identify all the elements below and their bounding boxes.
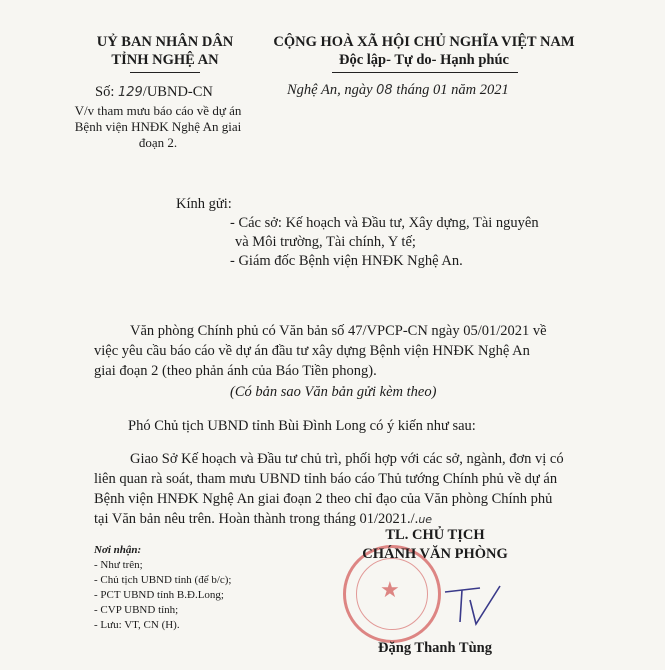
body-p2: Phó Chủ tịch UBND tỉnh Bùi Đình Long có ý kiến như sau: xyxy=(128,418,476,434)
motto-underline xyxy=(332,72,518,73)
recipients-line2: và Môi trường, Tài chính, Y tế; xyxy=(235,234,416,250)
seal-star-icon: ★ xyxy=(380,578,400,603)
signature-stroke xyxy=(445,586,500,624)
body-p1-line3: giai đoạn 2 (theo phản ánh của Báo Tiền phong). xyxy=(94,363,377,379)
body-p1-note: (Có bản sao Văn bản gửi kèm theo) xyxy=(230,384,437,400)
body-p3-line2: liên quan rà soát, tham mưu UBND tỉnh báo cáo Thủ tướng Chính phủ về dự án xyxy=(94,471,558,487)
body-p3-line3: Bệnh viện HNĐK Nghệ An giai đoạn 2 theo chỉ đạo của Văn phòng Chính phủ xyxy=(94,491,553,507)
recipients-label: Kính gửi: xyxy=(176,196,232,212)
handwritten-signature xyxy=(440,580,520,630)
date-year: 2021 xyxy=(479,82,509,98)
document-date xyxy=(287,82,509,99)
subject-line3: đoạn 2. xyxy=(138,135,178,150)
nation-motto: Độc lập- Tự do- Hạnh phúc xyxy=(339,52,509,68)
so-label: Số: xyxy=(95,84,115,100)
document-number xyxy=(95,84,213,101)
recipients-line3: - Giám đốc Bệnh viện HNĐK Nghệ An. xyxy=(230,253,463,269)
date-month-label: tháng xyxy=(396,82,430,98)
subject-line1: V/v tham mưu báo cáo về dự án xyxy=(74,103,242,118)
recipients-list-item: - PCT UBND tỉnh B.Đ.Long; xyxy=(94,589,224,601)
date-prefix: Nghệ An, ngày xyxy=(287,82,373,98)
recipients-list-item: - Lưu: VT, CN (H). xyxy=(94,619,180,631)
body-p1-line2: việc yêu cầu báo cáo về dự án đầu tư xây dựng Bệnh viện HNĐK Nghệ An xyxy=(94,343,530,359)
recipients-line1: - Các sở: Kế hoạch và Đầu tư, Xây dựng, Tài nguyên xyxy=(230,215,539,231)
recipients-list-item: - Như trên; xyxy=(94,559,143,571)
date-month: 01 xyxy=(432,82,448,98)
recipients-list-item: - CVP UBND tỉnh; xyxy=(94,604,179,616)
nation-title: CỘNG HOÀ XÃ HỘI CHỦ NGHĨA VIỆT NAM xyxy=(273,34,575,50)
date-year-label: năm xyxy=(451,82,477,98)
body-p3-line4-text: tại Văn bản nêu trên. Hoàn thành trong tháng 01/2021./. xyxy=(94,511,419,527)
so-suffix: /UBND-CN xyxy=(142,84,213,100)
agency-name-line2: TỈNH NGHỆ AN xyxy=(111,52,219,68)
signer-name: Đặng Thanh Tùng xyxy=(378,640,492,656)
subject-line2: Bệnh viện HNĐK Nghệ An giai xyxy=(74,119,242,134)
so-number: 129 xyxy=(117,85,143,100)
agency-underline xyxy=(130,72,200,73)
body-p3-line4 xyxy=(94,511,432,528)
agency-name-line1: UỶ BAN NHÂN DÂN xyxy=(96,34,234,50)
signature-title-line1: TL. CHỦ TỊCH xyxy=(385,527,485,543)
recipients-list-title: Nơi nhận: xyxy=(94,544,142,556)
recipients-list-item: - Chủ tịch UBND tỉnh (để b/c); xyxy=(94,574,232,586)
body-p1-line1: Văn phòng Chính phủ có Văn bản số 47/VPCP-CN ngày 05/01/2021 về xyxy=(130,323,547,339)
body-p3-line1: Giao Sở Kế hoạch và Đầu tư chủ trì, phối hợp với các sở, ngành, đơn vị có xyxy=(130,451,564,467)
handwritten-initials: ue xyxy=(418,513,433,526)
signature-title-line2: CHÁNH VĂN PHÒNG xyxy=(362,546,508,562)
date-day: 08 xyxy=(376,83,393,98)
